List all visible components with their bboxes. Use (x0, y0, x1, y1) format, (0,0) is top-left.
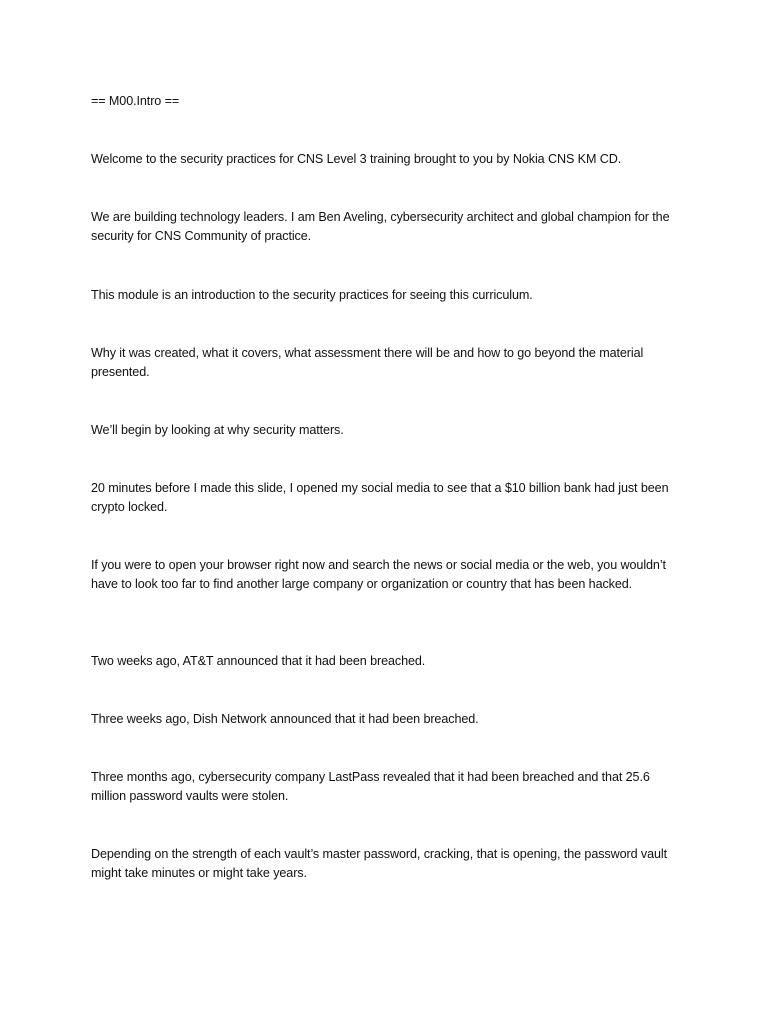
paragraph-hacked-organizations: If you were to open your browser right now and search the news or social media or the web, you wouldn’t have to look too far to find another large company or organization or country that has been hacked. (91, 558, 666, 591)
paragraph-why-security-matters: We’ll begin by looking at why security matters. (91, 423, 344, 437)
paragraph-module-introduction: This module is an introduction to the security practices for seeing this curriculum. (91, 288, 533, 302)
paragraph-module-overview: Why it was created, what it covers, what assessment there will be and how to go beyond the material presented. (91, 346, 644, 379)
paragraph-introduction-speaker: We are building technology leaders. I am Ben Aveling, cybersecurity architect and global champion for the security for CNS Community of practice. (91, 210, 670, 243)
document-heading: == M00.Intro == (91, 94, 180, 108)
paragraph-att-breach: Two weeks ago, AT&T announced that it had been breached. (91, 654, 426, 668)
paragraph-dish-breach: Three weeks ago, Dish Network announced that it had been breached. (91, 712, 479, 726)
paragraph-password-vault-cracking: Depending on the strength of each vault’s master password, cracking, that is opening, the password vault might take minutes or might take years. (91, 847, 668, 880)
paragraph-welcome: Welcome to the security practices for CNS Level 3 training brought to you by Nokia CNS KM CD. (91, 152, 622, 166)
paragraph-bank-crypto-locked: 20 minutes before I made this slide, I opened my social media to see that a $10 billion bank had just been crypto locked. (91, 481, 669, 514)
paragraph-lastpass-breach: Three months ago, cybersecurity company LastPass revealed that it had been breached and that 25.6 million password vaults were stolen. (91, 770, 650, 803)
